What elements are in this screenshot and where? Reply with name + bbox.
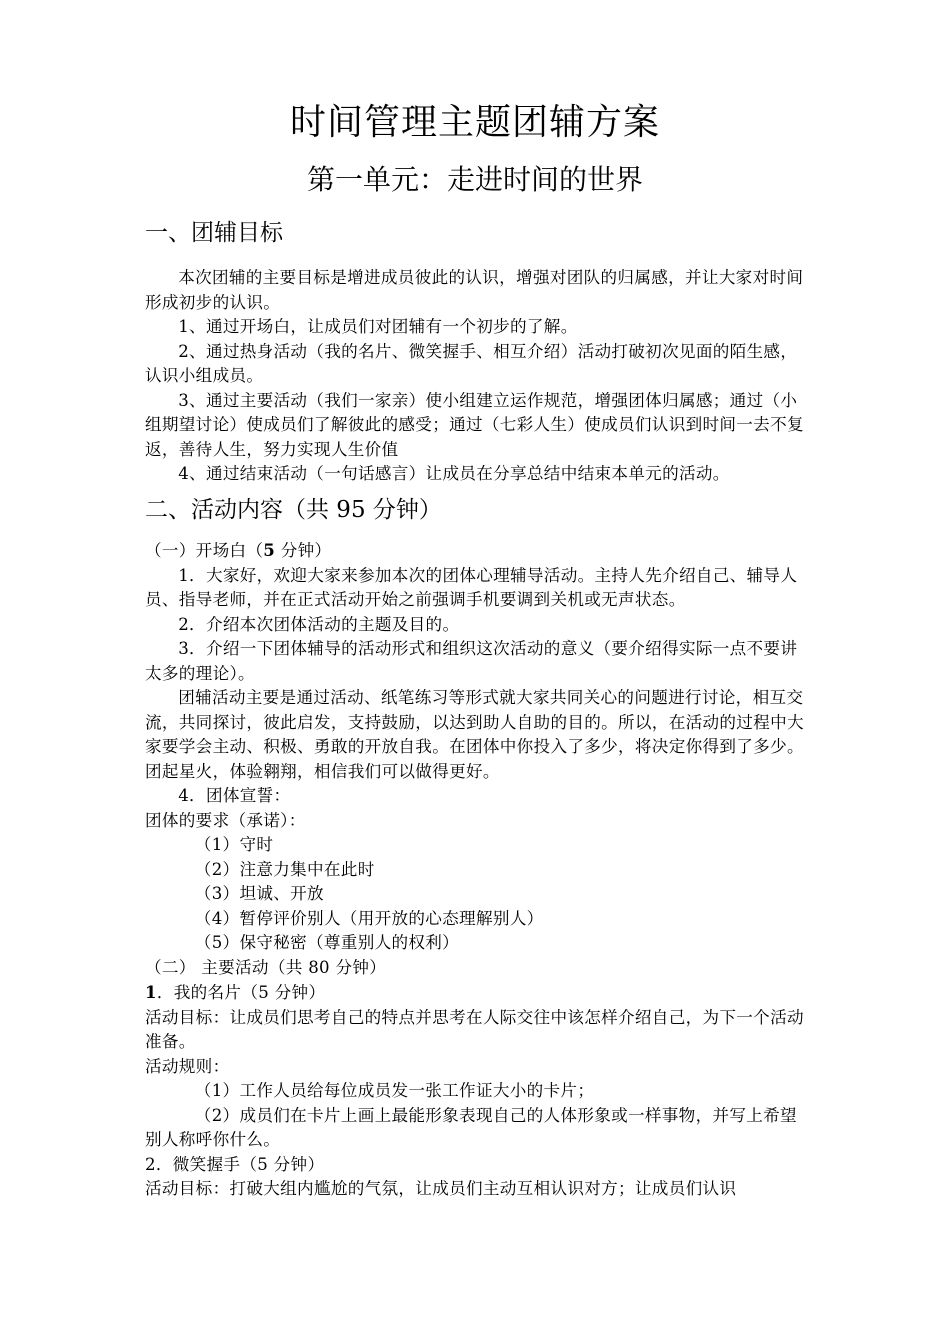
section2-body: [145, 538, 807, 1202]
activity2-heading: 2．微笑握手（5 分钟）: [145, 1154, 325, 1174]
section1-heading: 一、团辅目标: [145, 220, 283, 246]
part1-heading-suffix: 分钟）: [275, 541, 332, 560]
rule-item: （1）工作人员给每位成员发一张工作证大小的卡片；: [194, 1081, 595, 1100]
list-item: 3．介绍一下团体辅导的活动形式和组织这次活动的意义（要介绍得实际一点不要讲太多的理论）。: [145, 639, 798, 683]
pledge-item: （1）守时: [194, 835, 274, 854]
pledge-intro: 团体的要求（承诺）：: [145, 810, 306, 830]
pledge-item: （5）保守秘密（尊重别人的权利）: [194, 933, 460, 952]
list-item: 2．介绍本次团体活动的主题及目的。: [178, 614, 460, 634]
rule-item: （2）成员们在卡片上画上最能形象表现自己的人体形象或一样事物，并写上希望别人称呼你什么。: [145, 1105, 797, 1149]
paragraph: 本次团辅的主要目标是增进成员彼此的认识，增强对团队的归属感，并让大家对时间形成初步的认识。: [145, 268, 804, 312]
list-item: 4．团体宣誓：: [178, 786, 291, 805]
section2-heading: 二、活动内容（共 95 分钟）: [145, 497, 442, 523]
document-title: 时间管理主题团辅方案: [289, 102, 660, 143]
pledge-item: （3）坦诚、开放: [194, 884, 324, 903]
activity1-goal: 活动目标：让成员们思考自己的特点并思考在人际交往中该怎样介绍自己，为下一个活动准备。: [145, 1007, 804, 1051]
pledge-item: （2）注意力集中在此时: [194, 859, 375, 879]
activity1-heading: [145, 980, 807, 1006]
activity1-number: 1: [145, 982, 157, 1002]
list-item: 1．大家好，欢迎大家来参加本次的团体心理辅导活动。主持人先介绍自己、辅导人员、指导老师，并在正式活动开始之前强调手机要调到关机或无声状态。: [145, 565, 798, 609]
part1-heading: [145, 538, 807, 564]
part2-heading: （二） 主要活动（共 80 分钟）: [145, 957, 387, 977]
paragraph: 4、通过结束活动（一句话感言）让成员在分享总结中结束本单元的活动。: [178, 464, 730, 483]
activity1-rules-label: 活动规则：: [145, 1056, 230, 1076]
activity2-goal: 活动目标：打破大组内尴尬的气氛，让成员们主动互相认识对方；让成员们认识: [145, 1179, 737, 1198]
document-subtitle: 第一单元：走进时间的世界: [306, 163, 643, 196]
paragraph: 3、通过主要活动（我们一家亲）使小组建立运作规范，增强团体归属感；通过（小组期望讨论）使成员们了解彼此的感受；通过（七彩人生）使成员们认识到时间一去不复返，善待人生，努力实现人生价值: [145, 390, 804, 459]
part1-heading-prefix: （一）开场白（: [145, 541, 264, 560]
section1-body: [145, 266, 807, 487]
part1-heading-minutes: 5: [263, 540, 276, 560]
pledge-item: （4）暂停评价别人（用开放的心态理解别人）: [194, 908, 544, 928]
paragraph: 2、通过热身活动（我的名片、微笑握手、相互介绍）活动打破初次见面的陌生感，认识小组成员。: [145, 341, 798, 385]
paragraph: 1、通过开场白，让成员们对团辅有一个初步的了解。: [178, 317, 578, 336]
activity1-title: ．我的名片（5 分钟）: [156, 983, 326, 1002]
list-item: 团辅活动主要是通过活动、纸笔练习等形式就大家共同关心的问题进行讨论，相互交流，共同探讨，彼此启发，支持鼓励，以达到助人自助的目的。所以，在活动的过程中大家要学会主动、积极、勇敢的开放自我。在团体中你投入了多少，将决定你得到了多少。团起星火，体验翱翔，相信我们可以做得更好。: [145, 688, 804, 781]
